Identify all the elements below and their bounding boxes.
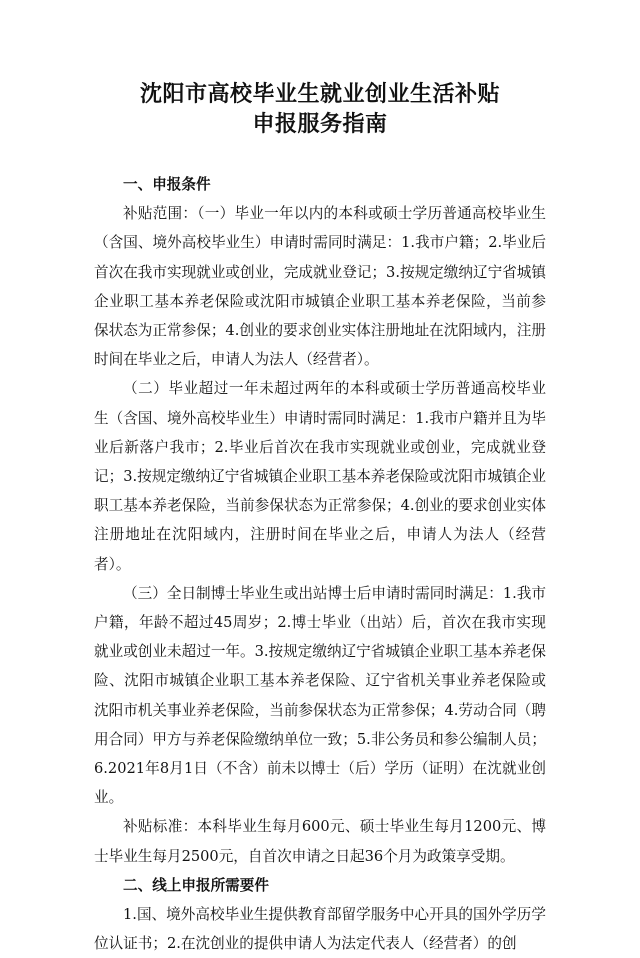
paragraph-scope-2: （二）毕业超过一年未超过两年的本科或硕士学历普通高校毕业生（含国、境外高校毕业生）申请时需同时满足：1.我市户籍并且为毕业后新落户我市；2.毕业后首次在我市实现就业或创业，完成就业登记；3.按规定缴纳辽宁省城镇企业职工基本养老保险或沈阳市城镇企业职工基本养老保险，当前参保状态为正常参保；4.创业的要求创业实体注册地址在沈阳域内，注册时间在毕业之后，申请人为法人（经营者）。 [94,380,546,573]
section-heading-conditions: 一、申报条件 [123,176,211,193]
document-body [94,170,546,958]
paragraph-scope-1: 补贴范围：（一）毕业一年以内的本科或硕士学历普通高校毕业生（含国、境外高校毕业生）申请时需同时满足：1.我市户籍；2.毕业后首次在我市实现就业或创业，完成就业登记；3.按规定缴纳辽宁省城镇企业职工基本养老保险或沈阳市城镇企业职工基本养老保险，当前参保状态为正常参保；4.创业的要求创业实体注册地址在沈阳域内，注册时间在毕业之后，申请人为法人（经营者）。 [94,205,546,369]
title-line-2: 申报服务指南 [252,112,388,137]
section-heading-materials: 二、线上申报所需要件 [123,876,269,894]
title-line-1: 沈阳市高校毕业生就业创业生活补贴 [139,82,500,107]
paragraph-standard: 补贴标准：本科毕业生每月600元、硕士毕业生每月1200元、博士毕业生每月2500元，自首次申请之日起36个月为政策享受期。 [94,818,546,865]
paragraph-materials: 1.国、境外高校毕业生提供教育部留学服务中心开具的国外学历学位认证书；2.在沈创业的提供申请人为法定代表人（经营者）的创 [94,906,546,953]
paragraph-scope-3: （三）全日制博士毕业生或出站博士后申请时需同时满足：1.我市户籍，年龄不超过45周岁；2.博士毕业（出站）后，首次在我市实现就业或创业未超过一年。3.按规定缴纳辽宁省城镇企业职工基本养老保险、沈阳市城镇企业职工基本养老保险、辽宁省机关事业养老保险或沈阳市机关事业养老保险，当前参保状态为正常参保；4.劳动合同（聘用合同）甲方与养老保险缴纳单位一致；5.非公务员和参公编制人员；6.2021年8月1日（不含）前未以博士（后）学历（证明）在沈就业创业。 [94,584,546,807]
document-title [94,0,546,140]
